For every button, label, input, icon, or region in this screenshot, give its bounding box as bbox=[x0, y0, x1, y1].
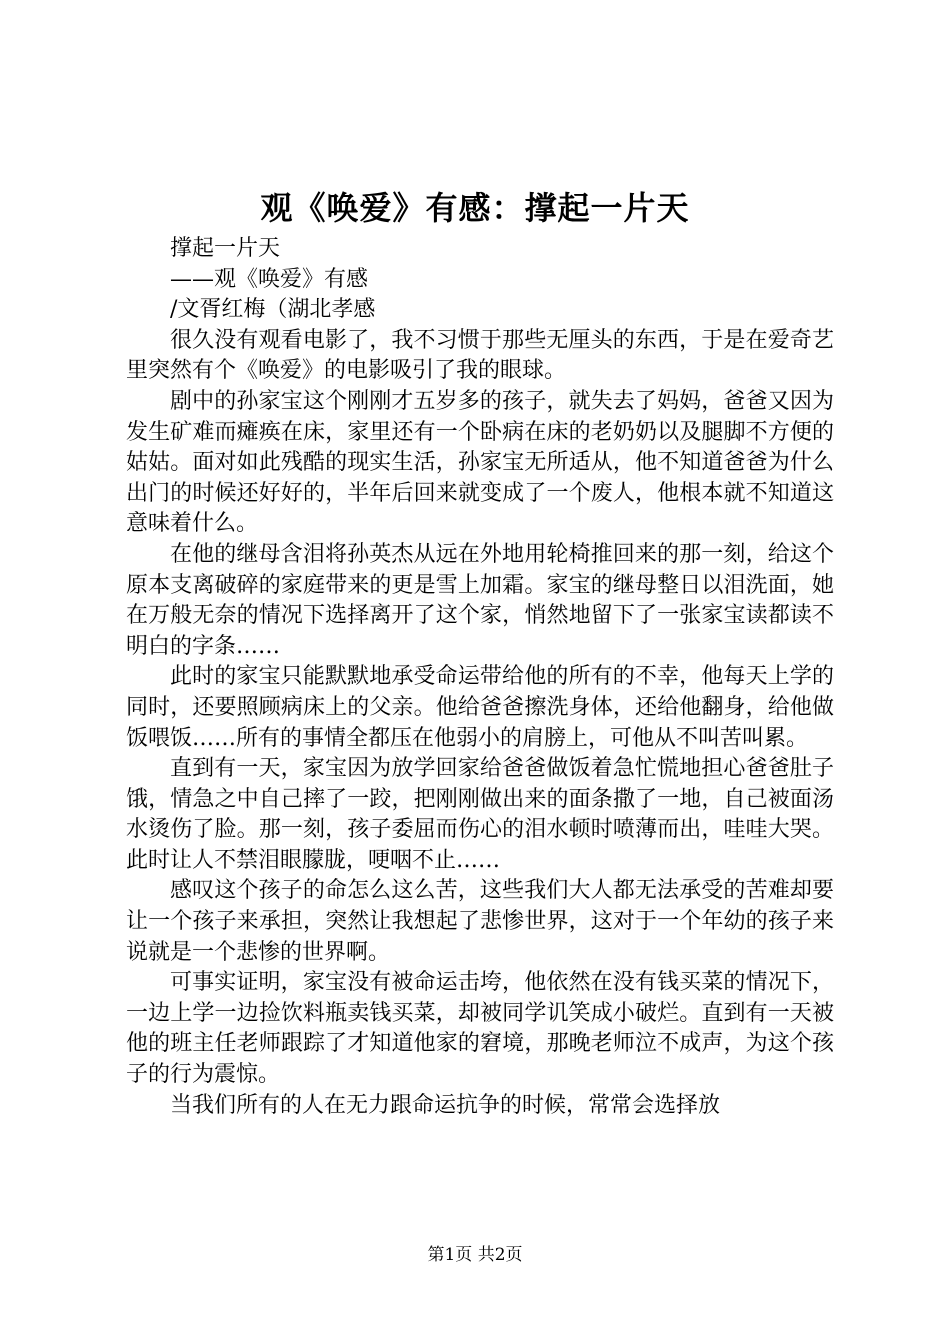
paragraph: 剧中的孙家宝这个刚刚才五岁多的孩子，就失去了妈妈，爸爸又因为发生矿难而瘫痪在床，家里还有一个卧病在床的老奶奶以及腿脚不方便的姑姑。面对如此残酷的现实生活，孙家宝无所适从，他不知道爸爸为什么出门的时候还好好的，半年后回来就变成了一个废人，他根本就不知道这意味着什么。 bbox=[126, 388, 834, 537]
document-body bbox=[126, 234, 834, 1121]
page-footer: 第1页 共2页 bbox=[427, 1245, 523, 1265]
paragraph: 可事实证明，家宝没有被命运击垮，他依然在没有钱买菜的情况下，一边上学一边捡饮料瓶卖钱买菜，却被同学讥笑成小破烂。直到有一天被他的班主任老师跟踪了才知道他家的窘境，那晚老师泣不成声，为这个孩子的行为震惊。 bbox=[126, 970, 834, 1088]
paragraph: 感叹这个孩子的命怎么这么苦，这些我们大人都无法承受的苦难却要让一个孩子来承担，突然让我想起了悲惨世界，这对于一个年幼的孩子来说就是一个悲惨的世界啊。 bbox=[126, 878, 834, 965]
paragraph-subtitle: 撑起一片天 bbox=[170, 236, 281, 261]
paragraph-subtitle-source: ——观《唤爱》有感 bbox=[170, 266, 369, 292]
paragraph: 此时的家宝只能默默地承受命运带给他的所有的不幸，他每天上学的同时，还要照顾病床上的父亲。他给爸爸擦洗身体，还给他翻身，给他做饭喂饭……所有的事情全都压在他弱小的肩膀上，可他从不叫苦叫累。 bbox=[126, 664, 834, 751]
paragraph: 很久没有观看电影了，我不习惯于那些无厘头的东西，于是在爱奇艺里突然有个《唤爱》的电影吸引了我的眼球。 bbox=[126, 327, 834, 384]
paragraph: 直到有一天，家宝因为放学回家给爸爸做饭着急忙慌地担心爸爸肚子饿，情急之中自己摔了一跤，把刚刚做出来的面条撒了一地，自己被面汤水烫伤了脸。那一刻，孩子委屈而伤心的泪水顿时喷薄而出，哇哇大哭。此时让人不禁泪眼朦胧，哽咽不止…… bbox=[126, 756, 834, 873]
paragraph: 当我们所有的人在无力跟命运抗争的时候，常常会选择放 bbox=[170, 1092, 721, 1118]
document-title: 观《唤爱》有感：撑起一片天 bbox=[260, 189, 690, 227]
paragraph: 在他的继母含泪将孙英杰从远在外地用轮椅推回来的那一刻，给这个原本支离破碎的家庭带来的更是雪上加霜。家宝的继母整日以泪洗面，她在万般无奈的情况下选择离开了这个家，悄然地留下了一张家宝读都读不明白的字条…… bbox=[126, 541, 834, 659]
paragraph-author: /文胥红梅（湖北孝感 bbox=[170, 297, 376, 323]
